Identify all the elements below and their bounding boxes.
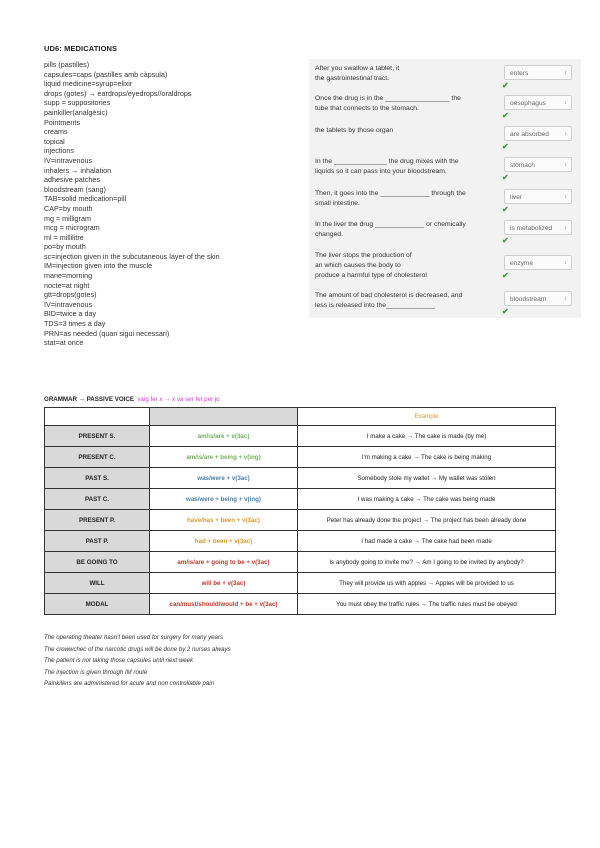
vocab-item: capsules=caps (pastilles amb càpsula) (44, 69, 168, 79)
answer-select-value: are absorbed (510, 131, 549, 138)
vocab-item: inhalers → inhalation (44, 165, 112, 175)
vocab-item: mg = milligram (44, 213, 91, 223)
passive-form: had + been + v(3ac) (150, 531, 298, 552)
answer-select[interactable] (504, 220, 572, 235)
quiz-question: The liver stops the production of an which causes the body to produce a harmful type of cholesterol (315, 252, 427, 279)
check-icon: ✔ (502, 173, 509, 182)
vocab-item: sc=injection given in the subcutaneous layer of the skin (44, 251, 220, 261)
answer-select[interactable] (504, 65, 572, 80)
passive-examples (44, 632, 231, 690)
example-line: The operating theater hasn't been used for surgery for many years (44, 634, 223, 641)
chevron-updown-icon: ↕ (564, 100, 567, 106)
check-icon: ✔ (502, 236, 509, 245)
answer-select[interactable] (504, 189, 572, 204)
chevron-updown-icon: ↕ (564, 225, 567, 231)
vocab-item: IV=intravenous (44, 299, 93, 309)
tense-label: PAST S. (45, 468, 150, 489)
example-sentence: I had made a cake → The cake had been made (298, 531, 556, 552)
check-icon: ✔ (502, 271, 509, 280)
passive-form: was/were + being + v(ing) (150, 489, 298, 510)
vocab-item: gtt=drops(gotes) (44, 290, 97, 300)
tense-label: BE GOING TO (45, 552, 150, 573)
vocab-item: ml = millilitre (44, 232, 84, 242)
vocab-item: stat=at once (44, 338, 84, 348)
chevron-updown-icon: ↕ (564, 194, 567, 200)
passive-form: have/has + been + v(3ac) (150, 510, 298, 531)
tense-label: WILL (45, 573, 150, 594)
vocab-item: adhesive patches (44, 175, 100, 185)
answer-select-value: bloodstream (510, 296, 547, 303)
check-icon: ✔ (502, 81, 509, 90)
check-icon: ✔ (502, 111, 509, 120)
header-empty-cell (45, 408, 150, 426)
tense-label: PAST C. (45, 489, 150, 510)
header-form-cell (150, 408, 298, 426)
table-row (45, 426, 556, 447)
chevron-updown-icon: ↕ (564, 70, 567, 76)
vocab-item: CAP=by mouth (44, 203, 93, 213)
tense-label: PRESENT P. (45, 510, 150, 531)
answer-select[interactable] (504, 157, 572, 172)
grammar-heading (44, 396, 220, 403)
vocab-item: painkiller(analgèsic) (44, 107, 108, 117)
vocab-item: nocte=at night (44, 280, 90, 290)
quiz-question: the tablets by those organ (315, 127, 394, 134)
example-line: The injection is given through IM route (44, 668, 148, 676)
example-line: Painkillers are administered for acute and non controllable pain (44, 680, 215, 688)
example-sentence: I'm making a cake → The cake is being making (298, 447, 556, 468)
grammar-title: GRAMMAR → PASSIVE VOICE (44, 396, 134, 403)
vocab-item: mane=morning (44, 271, 93, 281)
table-header-row (45, 408, 556, 426)
vocab-item: BID=twice a day (44, 309, 97, 319)
vocab-item: TDS=3 times a day (44, 319, 106, 329)
vocab-item: mcg = microgram (44, 223, 100, 233)
answer-select[interactable] (504, 95, 572, 110)
answer-select[interactable] (504, 255, 572, 270)
answer-select-value: is metabolized (510, 225, 553, 232)
header-example-cell: Example (298, 408, 556, 426)
example-sentence: I was making a cake → The cake was being made (298, 489, 556, 510)
tense-label: MODAL (45, 594, 150, 615)
vocab-item: Pointments (44, 117, 80, 127)
answer-select-value: enzyme (510, 260, 534, 267)
vocab-item: IM=injection given into the muscle (44, 261, 153, 271)
table-row (45, 594, 556, 615)
example-sentence: You must obey the traffic rules → The traffic rules must be obeyed (298, 594, 556, 615)
example-sentence: I make a cake → The cake is made (by me) (298, 426, 556, 447)
example-sentence: Peter has already done the project → The project has been already done (298, 510, 556, 531)
passive-form: am/is/are + v(3ac) (150, 426, 298, 447)
vocab-item: pills (pastilles) (44, 60, 90, 69)
vocab-item: topical (44, 136, 65, 146)
answer-select-value: liver (510, 194, 523, 201)
quiz-question: Once the drug is in the _________________ the tube that connects to the stomach. (315, 95, 461, 112)
vocab-item: bloodstream (sang) (44, 184, 106, 194)
vocab-item: TAB=solid medication=pill (44, 194, 127, 204)
answer-select-value: enters (510, 70, 529, 77)
answer-select[interactable] (504, 291, 572, 306)
quiz-question: The amount of bad cholesterol is decreased, and less is released into the_____________ (315, 292, 463, 309)
chevron-updown-icon: ↕ (564, 260, 567, 266)
check-icon: ✔ (502, 307, 509, 316)
check-icon: ✔ (502, 205, 509, 214)
passive-form: can/must/should/would + be + v(3ac) (150, 594, 298, 615)
vocab-item: liquid medicine=syrup=elixir (44, 79, 133, 89)
tense-label: PRESENT C. (45, 447, 150, 468)
chevron-updown-icon: ↕ (564, 131, 567, 137)
passive-form: am/is/are + being + v(ing) (150, 447, 298, 468)
table-row (45, 531, 556, 552)
tense-label: PAST P. (45, 531, 150, 552)
passive-form: will be + v(3ac) (150, 573, 298, 594)
answer-select-value: oesophagus (510, 100, 546, 107)
vocab-item: PRN=as needed (quan sigui necessari) (44, 328, 170, 338)
passive-form: am/is/are + going to be + v(3ac) (150, 552, 298, 573)
answer-select[interactable] (504, 126, 572, 141)
grammar-note: vaig fer x → x va ser fet per jo (137, 396, 220, 403)
vocab-item: injections (44, 146, 74, 156)
vocab-item: po=by mouth (44, 242, 86, 252)
example-sentence: They will provide us with apples → Apples will be provided to us (298, 573, 556, 594)
page-title: UD6: MEDICATIONS (44, 44, 118, 53)
quiz-question: In the ______________ the drug mixes with the liquids so it can pass into your bloodstream. (315, 158, 459, 175)
passive-form: was/were + v(3ac) (150, 468, 298, 489)
quiz-question: In the liver the drug _____________ or chemically changed. (315, 221, 466, 238)
vocab-item: supp = suppositories (44, 98, 111, 108)
passive-voice-table (44, 407, 556, 615)
vocab-item: drops (gotes) → eardrops/eyedrops//oraldrops (44, 88, 192, 98)
vocab-item: creams (44, 127, 68, 137)
example-sentence: Somebody stole my wallet → My wallet was stolen (298, 468, 556, 489)
tense-label: PRESENT S. (45, 426, 150, 447)
chevron-updown-icon: ↕ (564, 296, 567, 302)
table-row (45, 552, 556, 573)
example-sentence: Is anybody going to invite me? → Am I going to be invited by anybody? (298, 552, 556, 573)
answer-select-value: stomach (510, 162, 535, 169)
chevron-updown-icon: ↕ (564, 162, 567, 168)
quiz-question: After you swallow a tablet, it the gastrointestinal tract. (315, 65, 400, 82)
drug-journey-quiz (309, 59, 581, 318)
example-line: The crowwchec of the narcotic drugs will be done by 2 nurses always (44, 645, 231, 653)
quiz-question: Then, it goes into the _____________ through the small intestine. (315, 190, 466, 207)
table-row (45, 468, 556, 489)
table-row (45, 510, 556, 531)
vocabulary-list (44, 60, 220, 348)
example-line: The patient is not taking those capsules until next week (44, 657, 194, 665)
table-row (45, 573, 556, 594)
check-icon: ✔ (502, 142, 509, 151)
vocab-item: IV=intravenous (44, 155, 93, 165)
table-row (45, 447, 556, 468)
table-row (45, 489, 556, 510)
